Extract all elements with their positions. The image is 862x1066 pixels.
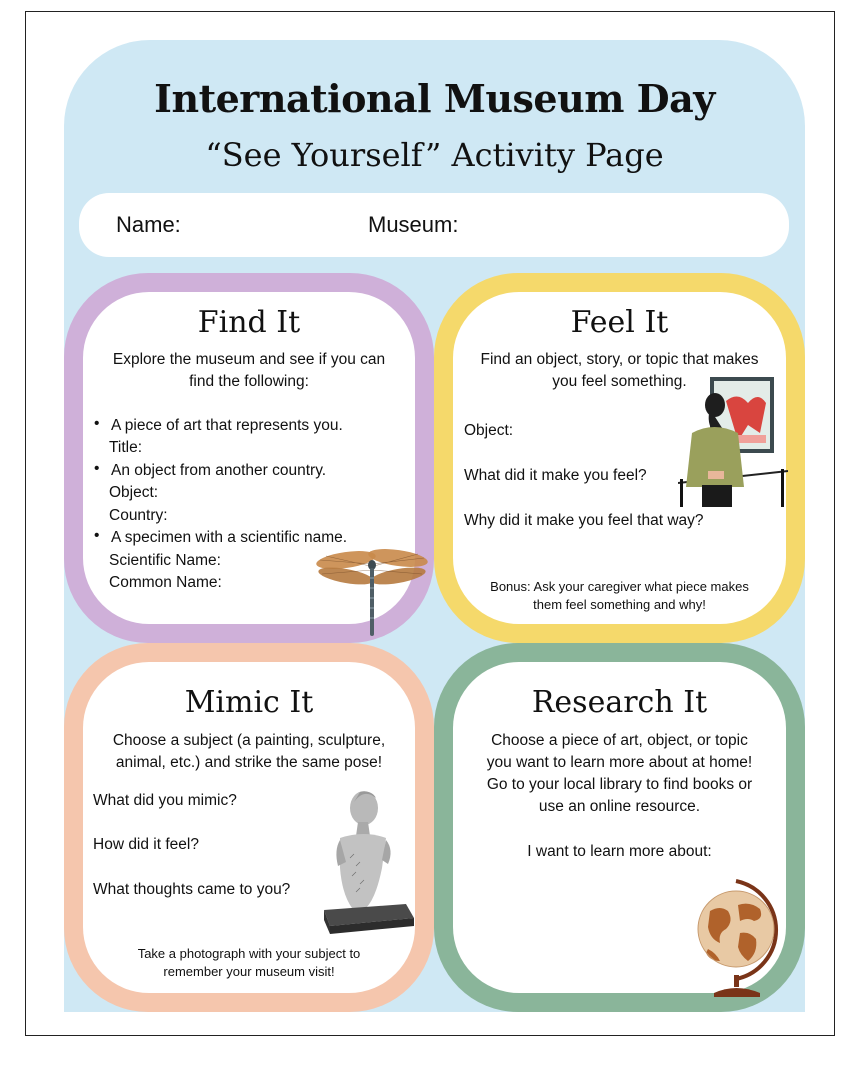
find-it-intro-line-2: find the following: — [189, 373, 309, 390]
bullet-dot: • — [94, 527, 100, 544]
research-it-prompt: I want to learn more about: — [527, 843, 712, 860]
dragonfly-icon — [316, 546, 428, 638]
mimic-it-intro-line-1: Choose a subject (a painting, sculpture, — [112, 732, 386, 749]
find-it-field-scientific-name: Scientific Name: — [109, 552, 221, 569]
find-it-field-common-name: Common Name: — [109, 574, 222, 591]
bullet-dot: • — [94, 415, 100, 432]
find-it-title: Find It — [197, 305, 301, 340]
mimic-it-intro-line-2: animal, etc.) and strike the same pose! — [115, 754, 383, 771]
feel-it-intro-line-1: Find an object, story, or topic that makes — [480, 351, 759, 368]
research-it-intro-line-4: use an online resource. — [538, 798, 701, 815]
find-it-card — [64, 273, 434, 643]
globe-icon — [692, 875, 788, 997]
find-it-intro-line-1: Explore the museum and see if you can — [112, 351, 386, 368]
mimic-it-title: Mimic It — [184, 685, 314, 720]
feel-it-card — [434, 273, 805, 643]
mimic-it-footer-line-1: Take a photograph with your subject to — [137, 946, 361, 961]
research-it-title: Research It — [531, 685, 708, 720]
find-it-field-object: Object: — [109, 484, 159, 501]
mimic-it-footer-line-2: remember your museum visit! — [163, 964, 335, 979]
bullet-dot: • — [94, 460, 100, 477]
mimic-it-question-thoughts: What thoughts came to you? — [93, 881, 291, 898]
mimic-it-question-what: What did you mimic? — [93, 792, 237, 809]
museum-visitor-icon — [678, 375, 788, 507]
find-it-field-country: Country: — [109, 507, 168, 524]
feel-it-bonus-line-2: them feel something and why! — [533, 597, 706, 612]
page-subtitle: “See Yourself” Activity Page — [205, 136, 664, 174]
research-it-intro-line-3: Go to your local library to find books or — [486, 776, 753, 793]
mimic-it-question-how: How did it feel? — [93, 836, 199, 853]
find-it-item-1: A piece of art that represents you. — [111, 417, 343, 434]
feel-it-intro-line-2: you feel something. — [552, 373, 687, 390]
feel-it-question-why: Why did it make you feel that way? — [464, 512, 704, 529]
mimic-it-card — [64, 643, 434, 1012]
feel-it-question-object: Object: — [464, 422, 514, 439]
bust-sculpture-icon — [320, 788, 418, 936]
research-it-intro-line-1: Choose a piece of art, object, or topic — [491, 732, 748, 749]
research-it-card — [434, 643, 805, 1012]
feel-it-bonus-line-1: Bonus: Ask your caregiver what piece makes — [490, 579, 749, 594]
name-museum-bar — [79, 193, 789, 257]
find-it-item-3: A specimen with a scientific name. — [111, 529, 348, 546]
research-it-intro-line-2: you want to learn more about at home! — [486, 754, 753, 771]
find-it-item-2: An object from another country. — [111, 462, 327, 479]
find-it-field-title: Title: — [109, 439, 143, 456]
name-field-label: Name: — [116, 212, 181, 237]
feel-it-title: Feel It — [570, 305, 669, 340]
museum-field-label: Museum: — [368, 212, 459, 237]
page-title: International Museum Day — [154, 76, 715, 121]
feel-it-question-feel: What did it make you feel? — [464, 467, 647, 484]
